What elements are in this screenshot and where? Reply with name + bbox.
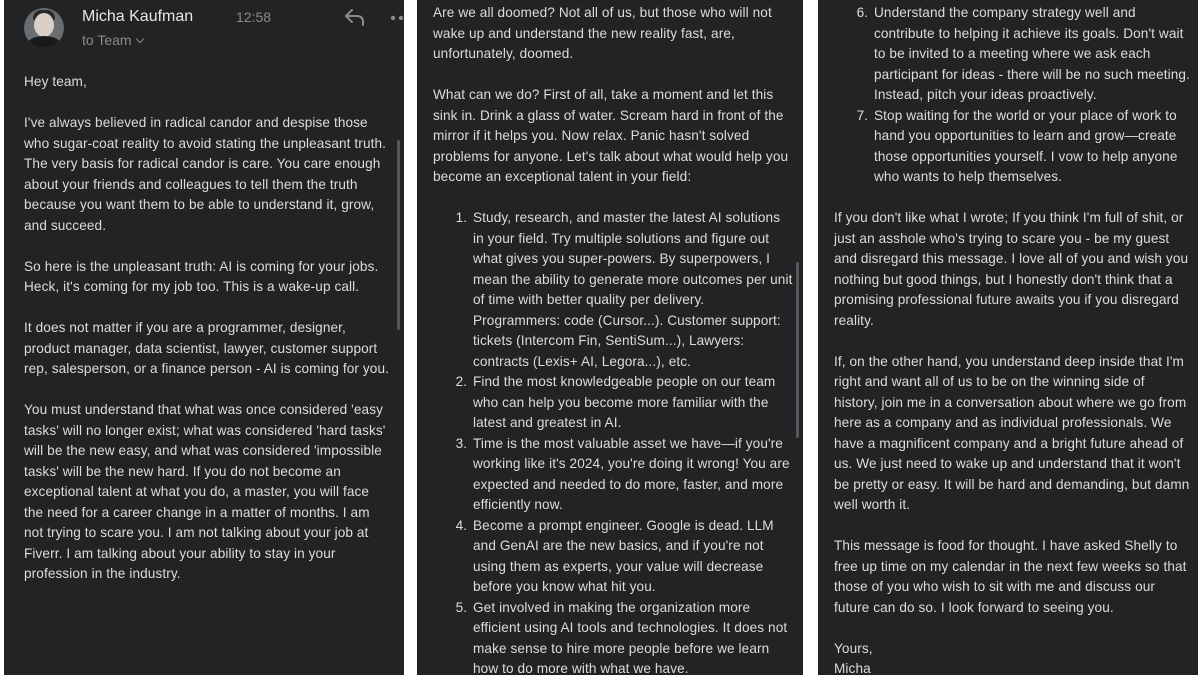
email-panel-1 (4, 0, 404, 675)
reply-arrow-icon (342, 6, 368, 28)
email-body-part-2 (433, 0, 793, 675)
paragraph: This message is food for thought. I have asked Shelly to free up time on my calendar in the next few weeks so that those of you who wish to sit with me and discuss our future can do so. I look forward to seeing you. (834, 538, 1187, 615)
email-panel-3 (818, 0, 1198, 675)
email-body-part-3 (834, 0, 1190, 675)
sender-name[interactable]: Micha Kaufman (82, 8, 194, 25)
closing: Yours, (834, 640, 873, 656)
sent-time: 12:58 (236, 9, 272, 25)
list-item: 6. Understand the company strategy well and contribute to helping it achieve its goals. Don't wait to be invited to a meeting where we ask each participant for ideas - there will be no such meeting. Instead, pitch your ideas proactively. (872, 3, 1190, 106)
more-options-button[interactable] (389, 8, 404, 28)
email-header (24, 0, 404, 62)
list-item: 5. Get involved in making the organization more efficient using AI tools and technologies. It does not make sense to hire more people before we learn how to do more with what we have. (471, 598, 793, 675)
paragraph: So here is the unpleasant truth: AI is coming for your jobs. Heck, it's coming for my job too. This is a wake-up call. (24, 258, 379, 294)
sender-avatar[interactable] (24, 8, 64, 48)
email-panel-2 (417, 0, 803, 675)
more-horizontal-icon (389, 8, 404, 28)
paragraph: Are we all doomed? Not all of us, but those who will not wake up and understand the new reality fast, are, unfortunately, doomed. (433, 5, 772, 61)
paragraph: If you don't like what I wrote; If you think I'm full of shit, or just an asshole who's trying to scare you - be my guest and disregard this message. I love all of you and wish you nothing but good things, but I honestly don't think that a promising professional future awaits you if you disregard reality. (834, 210, 1189, 328)
scrollbar-thumb[interactable] (796, 262, 799, 438)
greeting: Hey team, (24, 74, 87, 89)
recipients-label: to Team (82, 32, 132, 48)
paragraph: You must understand that what was once considered 'easy tasks' will no longer exist; what was considered 'hard tasks' will be the new easy, and what was considered 'impossible tasks' will be the new hard. If you do not become an exceptional talent at what you do, a master, you will face the need for a career change in a matter of months. I am not trying to scare you. I am not talking about your job at Fiverr. I am talking about your ability to stay in your profession in the industry. (24, 402, 386, 581)
recipients-toggle[interactable] (82, 32, 143, 48)
avatar-face (34, 13, 54, 37)
list-item: 2. Find the most knowledgeable people on our team who can help you become more familiar with the latest and greatest in AI. (471, 372, 793, 434)
paragraph: I've always believed in radical candor and despise those who sugar-coat reality to avoid stating the unpleasant truth. The very basis for radical candor is care. You care enough about your friends and colleagues to tell them the truth because you want them to be able to understand it, grow, and succeed. (24, 115, 387, 233)
paragraph: It does not matter if you are a programmer, designer, product manager, data scientist, lawyer, customer support rep, salesperson, or a finance person - AI is coming for you. (24, 320, 390, 376)
paragraph: What can we do? First of all, take a moment and let this sink in. Drink a glass of water. Scream hard in front of the mirror if it helps you. Now relax. Panic hasn't solved problems for anyone. Let's talk about what would help you become an exceptional talent in your field: (433, 87, 789, 184)
email-body-part-1 (24, 62, 392, 585)
avatar-shirt (26, 36, 62, 48)
reply-button[interactable] (342, 6, 368, 28)
paragraph: If, on the other hand, you understand deep inside that I'm right and want all of us to be on the winning side of history, join me in a conversation about where we go from here as a company and as individual professionals. We have a magnificent company and a bright future ahead of us. We just need to wake up and understand that it won't be pretty or easy. It will be hard and demanding, but damn well worth it. (834, 353, 1190, 512)
advice-list-continued (834, 3, 1190, 188)
scrollbar-thumb[interactable] (397, 140, 400, 330)
advice-list (433, 208, 793, 675)
list-item: 3. Time is the most valuable asset we have—if you're working like it's 2024, you're doing it wrong! You are expected and needed to do more, faster, and more efficiently now. (471, 434, 793, 516)
list-item: 4. Become a prompt engineer. Google is dead. LLM and GenAI are the new basics, and if you're not using them as experts, your value will decrease before you know what hit you. (471, 516, 793, 598)
list-item: 1. Study, research, and master the latest AI solutions in your field. Try multiple solutions and figure out what gives you super-powers. By superpowers, I mean the ability to generate more outcomes per unit of time with better quality per delivery. Programmers: code (Cursor...). Customer support: tickets (Intercom Fin, SentiSum...), Lawyers: contracts (Lexis+ AI, Legora...), etc. (471, 208, 793, 372)
signature: Micha (834, 661, 871, 675)
chevron-down-icon (135, 35, 143, 43)
list-item: 7. Stop waiting for the world or your place of work to hand you opportunities to learn and grow—create those opportunities yourself. I vow to help anyone who wants to help themselves. (872, 106, 1190, 188)
